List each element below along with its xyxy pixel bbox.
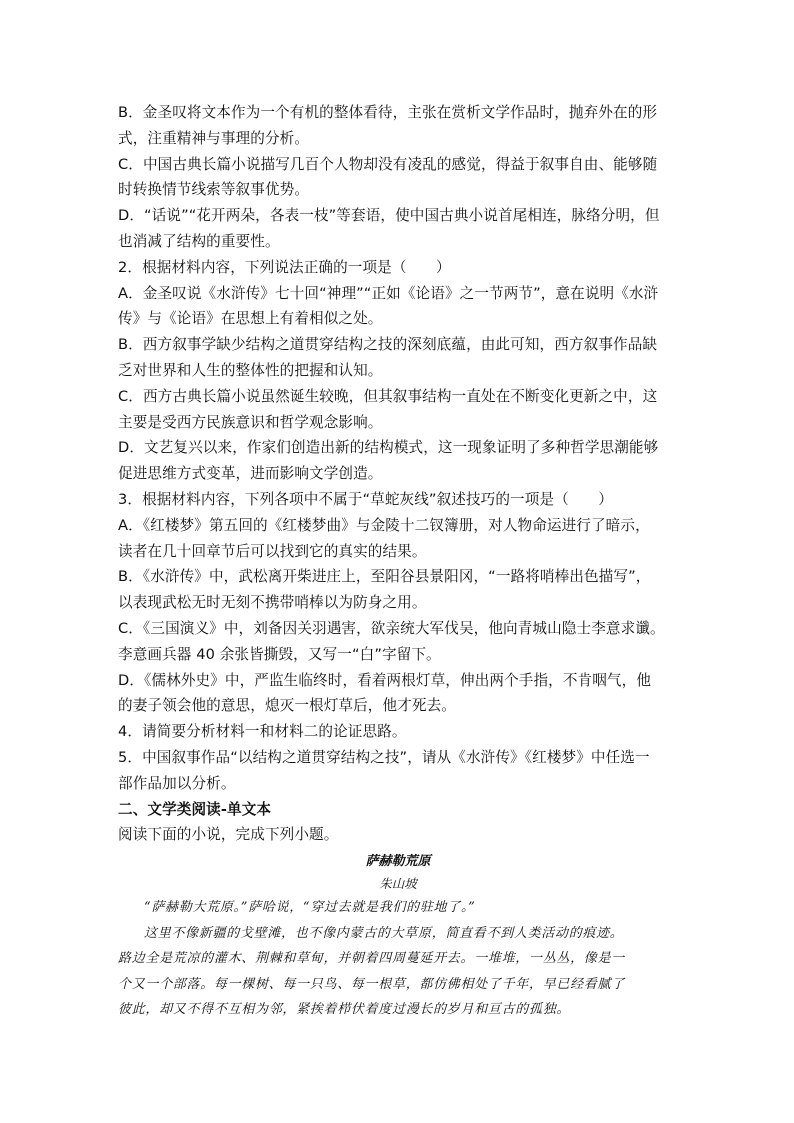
q2-option-c-line-2: 主要是受西方民族意识和哲学观念影响。 xyxy=(118,413,383,431)
story-paragraph-line: “萨赫勒大荒原。”萨哈说，“穿过去就是我们的驻地了。” xyxy=(144,900,476,916)
q2-option-a-line-2: 传》与《论语》在思想上有着相似之处。 xyxy=(118,310,383,328)
reading-instruction: 阅读下面的小说，完成下列小题。 xyxy=(118,826,339,844)
story-paragraph-line: 路边全是荒凉的灌木、荆棘和草甸，并朝着四周蔓延开去。一堆堆，一丛丛，像是一 xyxy=(118,951,625,967)
q2-option-a-line-1: A．金圣叹说《水浒传》七十回“神理”“正如《论语》之一节两节”，意在说明《水浒 xyxy=(118,284,659,302)
q3-option-a-line-2: 读者在几十回章节后可以找到它的真实的结果。 xyxy=(118,542,427,560)
question-3: 3．根据材料内容，下列各项中不属于“草蛇灰线”叙述技巧的一项是（ ） xyxy=(118,490,613,508)
question-4: 4．请简要分析材料一和材料二的论证思路。 xyxy=(118,723,407,741)
q3-option-c-line-2: 李意画兵器 40 余张皆撕毁，又写一“白”字留下。 xyxy=(118,645,441,663)
question-5-line-1: 5．中国叙事作品“以结构之道贯穿结构之技”，请从《水浒传》《红楼梦》中任选一 xyxy=(118,748,650,766)
story-paragraph-line: 彼此，却又不得不互相为邻，紧挨着栉伏着度过漫长的岁月和亘古的孤独。 xyxy=(118,1002,571,1018)
story-title: 萨赫勒荒原 xyxy=(365,854,431,870)
q3-option-b-line-2: 以表现武松无时无刻不携带哨棒以为防身之用。 xyxy=(118,594,427,612)
q2-option-c-line-1: C．西方古典长篇小说虽然诞生较晚，但其叙事结构一直处在不断变化更新之中，这 xyxy=(118,387,658,405)
option-c-line-1: C．中国古典长篇小说描写几百个人物却没有凌乱的感觉，得益于叙事自由、能够随 xyxy=(118,155,658,173)
option-b-line-1: B．金圣叹将文本作为一个有机的整体看待，主张在赏析文学作品时，抛弃外在的形 xyxy=(118,104,658,121)
q3-option-d-line-2: 的妻子领会他的意思，熄灭一根灯草后，他才死去。 xyxy=(118,697,456,715)
option-b-line-2: 式，注重精神与事理的分析。 xyxy=(118,129,310,147)
story-author: 朱山坡 xyxy=(379,876,417,892)
q2-option-d-line-1: D．文艺复兴以来，作家们创造出新的结构模式，这一现象证明了多种哲学思潮能够 xyxy=(118,439,659,457)
page-content xyxy=(118,100,678,1023)
q3-option-c-line-1: C．《三国演义》中，刘备因关羽遇害，欲亲统大军伐吴，他向青城山隐士李意求谶。 xyxy=(118,619,665,637)
q2-option-b-line-1: B．西方叙事学缺少结构之道贯穿结构之技的深刻底蕴，由此可知，西方叙事作品缺 xyxy=(118,336,658,354)
q2-option-d-line-2: 促进思维方式变革，进而影响文学创造。 xyxy=(118,465,383,483)
question-5-line-2: 部作品加以分析。 xyxy=(118,774,236,792)
option-d-line-1: D．“话说”“花开两朵，各表一枝”等套语，使中国古典小说首尾相连，脉络分明，但 xyxy=(118,207,660,225)
question-2: 2．根据材料内容，下列说法正确的一项是（ ） xyxy=(118,258,451,276)
option-c-line-2: 时转换情节线索等叙事优势。 xyxy=(118,181,310,199)
section-heading: 二、文学类阅读-单文本 xyxy=(118,800,272,818)
story-paragraph-line: 个又一个部落。每一棵树、每一只鸟、每一根草，都仿佛相处了千年，早已经看腻了 xyxy=(118,976,625,992)
q3-option-a-line-1: A．《红楼梦》第五回的《红楼梦曲》与金陵十二钗簿册，对人物命运进行了暗示， xyxy=(118,516,650,534)
q3-option-d-line-1: D．《儒林外史》中，严监生临终时，看着两根灯草，伸出两个手指，不肯咽气，他 xyxy=(118,671,652,689)
q3-option-b-line-1: B．《水浒传》中，武松离开柴进庄上，至阳谷县景阳冈，“一路将哨棒出色描写”， xyxy=(118,568,651,586)
story-paragraph-line: 这里不像新疆的戈壁滩，也不像内蒙古的大草原，简直看不到人类活动的痕迹。 xyxy=(144,925,624,941)
option-d-line-2: 也消减了结构的重要性。 xyxy=(118,232,280,250)
q2-option-b-line-2: 乏对世界和人生的整体性的把握和认知。 xyxy=(118,361,383,379)
